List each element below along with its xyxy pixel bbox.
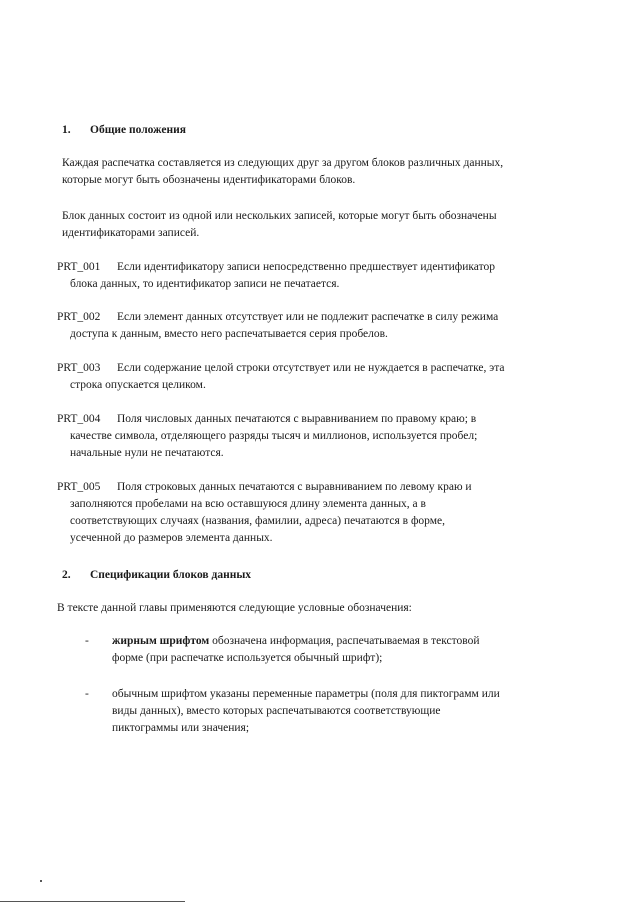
bullet-bold-lead: жирным шрифтом (112, 635, 210, 647)
bullet-item (85, 686, 545, 737)
rule-text: качестве символа, отделяющего разряды тысяч и миллионов, используется пробел; (70, 430, 478, 442)
rule-text: строка опускается целиком. (70, 379, 206, 391)
rule-text: усеченной до размеров элемента данных. (70, 532, 273, 544)
rule-text: блока данных, то идентификатор записи не печатается. (70, 278, 340, 290)
paragraph-line: Каждая распечатка составляется из следующих друг за другом блоков различных данных, (62, 157, 504, 169)
rule-code: PRT_001 (57, 261, 101, 273)
section-2-title: Спецификации блоков данных (90, 569, 252, 581)
rule-code: PRT_002 (57, 311, 101, 323)
rule-code: PRT_005 (57, 481, 101, 493)
rule-text: начальные нули не печатаются. (70, 447, 224, 459)
section-2-number: 2. (62, 569, 71, 581)
paragraph-line: В тексте данной главы применяются следующие условные обозначения: (57, 602, 412, 614)
rule-text: доступа к данным, вместо него распечатывается серия пробелов. (70, 328, 388, 340)
rule-prt-001 (57, 259, 549, 293)
rule-code: PRT_003 (57, 362, 101, 374)
bullet-text (112, 686, 545, 737)
section-1-heading (62, 122, 186, 139)
intro-paragraph-1 (62, 155, 552, 189)
bullet-dash: - (85, 635, 89, 647)
rule-text: заполняются пробелами на всю оставшуюся длину элемента данных, а в (70, 498, 426, 510)
scan-speck (40, 880, 42, 882)
rule-prt-002 (57, 309, 549, 343)
rule-prt-003 (57, 360, 549, 394)
bullet-line: форме (при распечатке используется обычный шрифт); (112, 652, 383, 664)
intro-paragraph-2 (62, 208, 552, 242)
rule-text: Поля числовых данных печатаются с выравниванием по правому краю; в (117, 413, 477, 425)
bullet-line: обычным шрифтом указаны переменные параметры (поля для пиктограмм или (112, 688, 500, 700)
bullet-item (85, 633, 545, 667)
section-2-heading (62, 567, 251, 584)
bullet-text (112, 633, 545, 667)
section-1-number: 1. (62, 124, 71, 136)
footer-rule (0, 901, 185, 902)
bullet-line: пиктограммы или значения; (112, 722, 250, 734)
rule-text: Если элемент данных отсутствует или не подлежит распечатке в силу режима (117, 311, 499, 323)
rule-code: PRT_004 (57, 413, 101, 425)
paragraph-line: идентификаторами записей. (62, 227, 200, 239)
paragraph-line: Блок данных состоит из одной или нескольких записей, которые могут быть обозначены (62, 210, 497, 222)
rule-text: соответствующих случаях (названия, фамилии, адреса) печатаются в форме, (70, 515, 445, 527)
rule-prt-005 (57, 479, 549, 547)
section-2-intro (57, 600, 547, 617)
paragraph-line: которые могут быть обозначены идентификаторами блоков. (62, 174, 356, 186)
section-1-title: Общие положения (90, 124, 186, 136)
rule-text: Если содержание целой строки отсутствует или не нуждается в распечатке, эта (117, 362, 505, 374)
bullet-dash: - (85, 688, 89, 700)
rule-text: Если идентификатору записи непосредственно предшествует идентификатор (117, 261, 495, 273)
rule-text: Поля строковых данных печатаются с выравниванием по левому краю и (117, 481, 472, 493)
rule-prt-004 (57, 411, 549, 462)
bullet-line: обозначена информация, распечатываемая в текстовой (209, 635, 480, 647)
bullet-line: виды данных), вместо которых распечатываются соответствующие (112, 705, 441, 717)
